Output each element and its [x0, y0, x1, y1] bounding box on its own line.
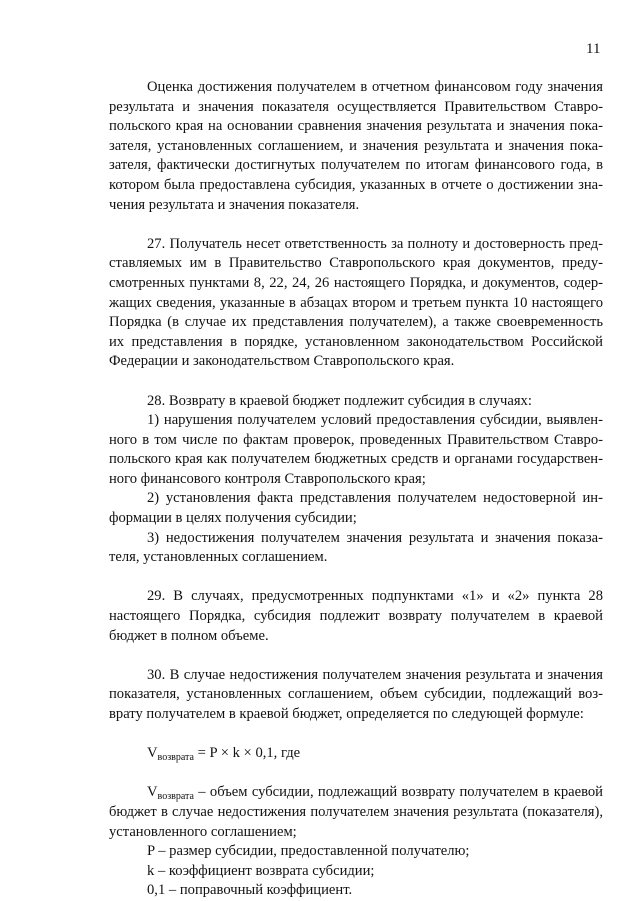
- formula-v-symbol: V: [147, 745, 158, 762]
- definition-coefficient: 0,1 – поправочный коэффициент.: [147, 882, 353, 899]
- paragraph-28-item-3: 3) недостижения получателем значения результата и значения показателя, установленных соглашением.: [109, 529, 603, 566]
- formula-v-subscript: возврата: [157, 752, 194, 764]
- paragraph-28-intro: 28. Возврату в краевой бюджет подлежит субсидия в случаях:: [147, 392, 532, 409]
- paragraph-28-item-1: 1) нарушения получателем условий предоставления субсидии, выявленного в том числе по фактам проверок, проведенных Правительством Ставропольского края как получателем бюджетных средств и органами государственного финансового контроля Ставропольского края;: [109, 412, 603, 487]
- paragraph-assessment: Оценка достижения получателем в отчетном финансовом году значения результата и значения показателя осуществляется Правительством Ставропольского края на основании сравнения значения результата и значения показателя, установленных соглашением, и значения результата и значения показателя, фактически достигнутых получателем по итогам финансового года, в котором была предоставлена субсидия, указанных в отчете о достижении значения результата и значения показателя.: [109, 79, 603, 213]
- definition-v-symbol: V: [147, 784, 158, 801]
- formula-expression: = P × k × 0,1, где: [193, 745, 301, 762]
- document-body: [109, 78, 603, 901]
- page-number: 11: [586, 41, 601, 57]
- paragraph-30: 30. В случае недостижения получателем значения результата и значения показателя, установленных соглашением, объем субсидии, подлежащий возврату получателем в краевой бюджет, определяется по следующей формуле:: [109, 666, 603, 722]
- definition-k: k – коэффициент возврата субсидии;: [147, 862, 375, 879]
- paragraph-28-item-2: 2) установления факта представления получателем недостоверной информации в целях получения субсидии;: [109, 490, 603, 527]
- definition-v-subscript: возврата: [157, 791, 194, 803]
- paragraph-27: 27. Получатель несет ответственность за полноту и достоверность представляемых им в Правительство Ставропольского края документов, предусмотренных пунктами 8, 22, 24, 26 настоящего Порядка, и документов, содержащих сведения, указанные в абзацах втором и третьем пункта 10 настоящего Порядка (в случае их представления получателем), а также своевременность их представления в порядке, установленном законодательством Российской Федерации и законодательством Ставропольского края.: [109, 235, 603, 370]
- definition-v-text: – объем субсидии, подлежащий возврату получателем в краевой бюджет в случае недостижения получателем значения результата (показателя), установленного соглашением;: [109, 784, 603, 840]
- definition-p: P – размер субсидии, предоставленной получателю;: [147, 843, 470, 860]
- definition-v: [109, 783, 603, 842]
- paragraph-29: 29. В случаях, предусмотренных подпунктами «1» и «2» пункта 28 настоящего Порядка, субсидия подлежит возврату получателем в краевой бюджет в полном объеме.: [109, 588, 603, 644]
- refund-formula: [109, 744, 603, 764]
